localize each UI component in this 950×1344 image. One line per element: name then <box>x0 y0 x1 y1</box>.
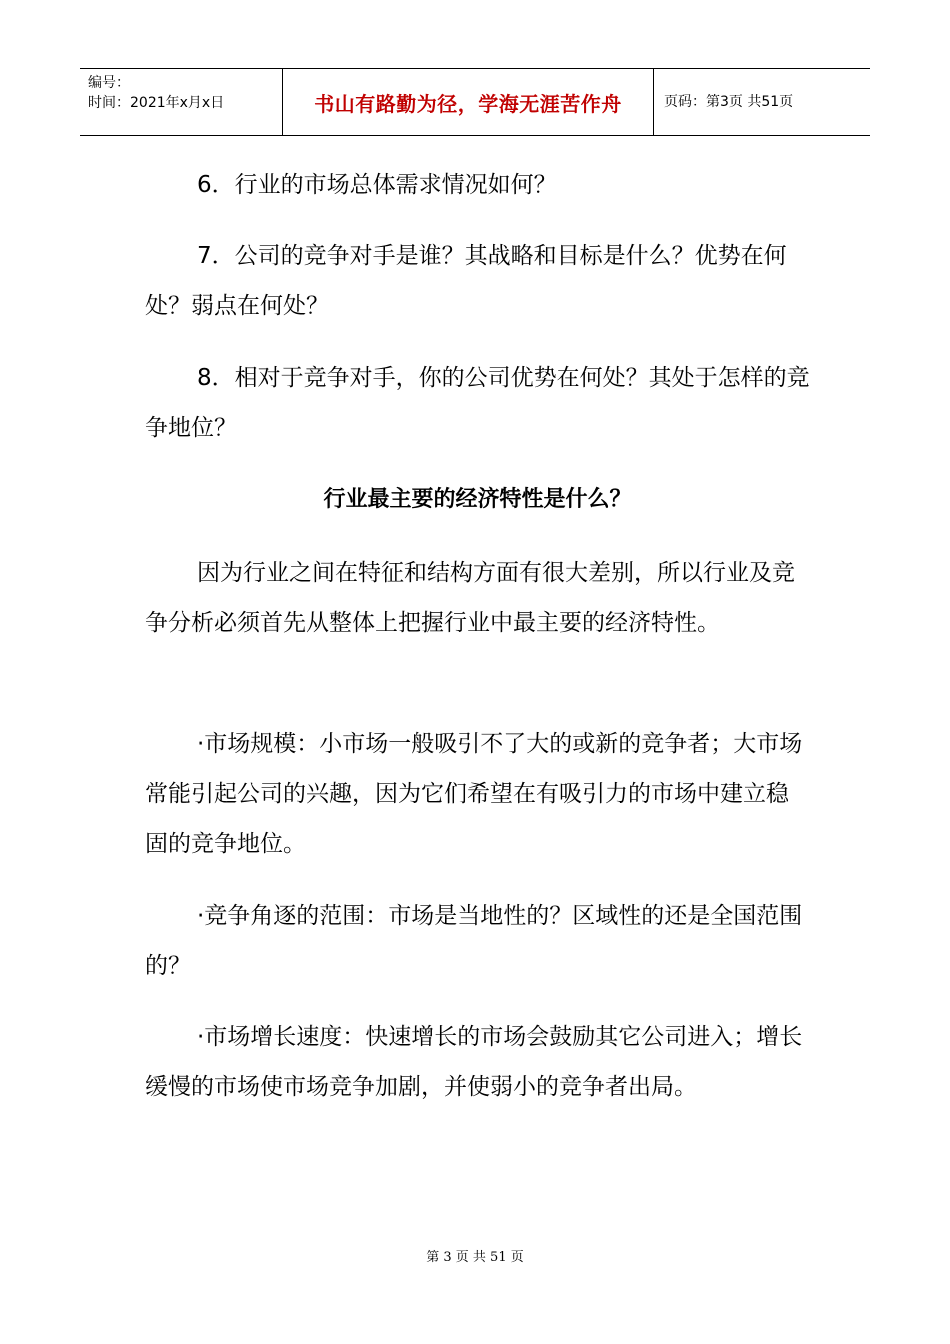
header-page-cell <box>654 69 870 135</box>
section-title: 行业最主要的经济特性是什么？ <box>323 487 632 512</box>
motto-text: 书山有路勤为径，学海无涯苦作舟 <box>314 91 622 116</box>
header-meta <box>80 69 282 135</box>
intro-paragraph: 因为行业之间在特征和结构方面有很大差别，所以行业及竞争分析必须首先从整体上把握行业中最主要的经济特性。 <box>145 560 795 636</box>
bullet-market-growth: ·市场增长速度：快速增长的市场会鼓励其它公司进入；增长缓慢的市场使市场竞争加剧，并使弱小的竞争者出局。 <box>145 1024 803 1100</box>
bullet-market-size: ·市场规模：小市场一般吸引不了大的或新的竞争者；大市场常能引起公司的兴趣，因为它们希望在有吸引力的市场中建立稳固的竞争地位。 <box>145 731 803 857</box>
header-motto-cell <box>282 69 654 135</box>
question-8: 8．相对于竞争对手，你的公司优势在何处？其处于怎样的竞争地位？ <box>145 365 810 441</box>
question-7: 7．公司的竞争对手是谁？其战略和目标是什么？优势在何处？弱点在何处？ <box>145 243 787 319</box>
bullet-competition-scope: ·竞争角逐的范围：市场是当地性的？区域性的还是全国范围的？ <box>145 903 803 979</box>
page-footer: 第 3 页 共 51 页 <box>426 1250 524 1265</box>
page-label: 页码：第3页 共51页 <box>664 94 794 110</box>
date-label: 时间：2021年x月x日 <box>88 95 225 111</box>
question-6: 6．行业的市场总体需求情况如何？ <box>197 172 557 198</box>
page-header <box>80 68 870 136</box>
number-label: 编号： <box>88 75 130 91</box>
